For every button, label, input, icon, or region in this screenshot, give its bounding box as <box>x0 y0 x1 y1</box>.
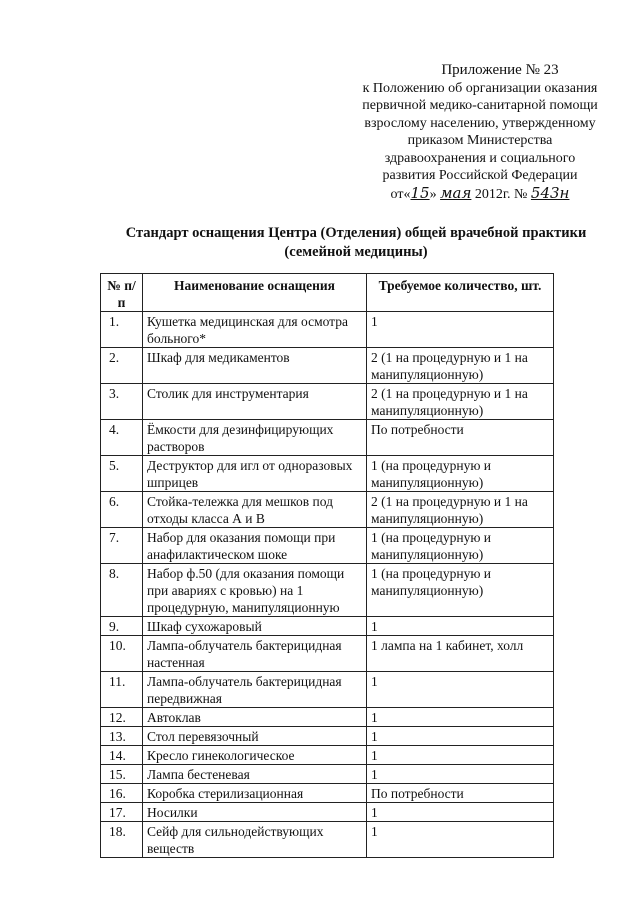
equipment-name: Набор для оказания помощи при анафилактическом шоке <box>143 528 367 564</box>
required-quantity: 1 лампа на 1 кабинет, холл <box>367 636 554 672</box>
row-number: 16. <box>101 784 143 803</box>
header-number: № п/п <box>101 274 143 312</box>
table-row <box>101 348 554 384</box>
required-quantity: 1 <box>367 765 554 784</box>
appendix-line: приказом Министерства <box>407 133 553 148</box>
table-row <box>101 564 554 617</box>
equipment-name: Ёмкости для дезинфицирующих растворов <box>143 420 367 456</box>
row-number: 13. <box>101 727 143 746</box>
equipment-name: Лампа-облучатель бактерицидная настенная <box>143 636 367 672</box>
row-number: 18. <box>101 822 143 858</box>
required-quantity: По потребности <box>367 420 554 456</box>
header-quantity: Требуемое количество, шт. <box>367 274 554 312</box>
row-number: 8. <box>101 564 143 617</box>
equipment-name: Набор ф.50 (для оказания помощи при авариях с кровью) на 1 процедурную, манипуляционную <box>143 564 367 617</box>
equipment-name: Кресло гинекологическое <box>143 746 367 765</box>
table-row <box>101 420 554 456</box>
required-quantity: 1 <box>367 803 554 822</box>
table-row <box>101 312 554 348</box>
appendix-block <box>330 62 630 203</box>
table-row <box>101 765 554 784</box>
row-number: 12. <box>101 708 143 727</box>
row-number: 5. <box>101 456 143 492</box>
table-row <box>101 708 554 727</box>
order-year: 2012г. № <box>474 186 528 202</box>
equipment-name: Шкаф для медикаментов <box>143 348 367 384</box>
table-row <box>101 492 554 528</box>
table-row <box>101 384 554 420</box>
table-row <box>101 746 554 765</box>
row-number: 6. <box>101 492 143 528</box>
table-row <box>101 636 554 672</box>
table-header-row <box>101 274 554 312</box>
required-quantity: 1 <box>367 746 554 765</box>
table-row <box>101 822 554 858</box>
table-row <box>101 456 554 492</box>
order-number: 543н <box>530 183 570 202</box>
required-quantity: 1 (на процедурную и манипуляционную) <box>367 528 554 564</box>
order-day: 15 <box>410 183 430 202</box>
appendix-line: к Положению об организации оказания <box>362 80 598 96</box>
date-mid: » <box>429 186 437 202</box>
required-quantity: 2 (1 на процедурную и 1 на манипуляционную) <box>367 492 554 528</box>
equipment-name: Стол перевязочный <box>143 727 367 746</box>
table-row <box>101 528 554 564</box>
equipment-name: Носилки <box>143 803 367 822</box>
equipment-name: Столик для инструментария <box>143 384 367 420</box>
equipment-name: Лампа-облучатель бактерицидная передвижная <box>143 672 367 708</box>
required-quantity: 1 <box>367 672 554 708</box>
row-number: 15. <box>101 765 143 784</box>
required-quantity: 1 <box>367 617 554 636</box>
appendix-line: взрослому населению, утвержденному <box>364 115 596 131</box>
row-number: 10. <box>101 636 143 672</box>
equipment-name: Коробка стерилизационная <box>143 784 367 803</box>
header-name: Наименование оснащения <box>143 274 367 312</box>
document-title-line-2: (семейной медицины) <box>284 244 428 260</box>
row-number: 11. <box>101 672 143 708</box>
order-month: мая <box>440 183 472 202</box>
document-title <box>96 224 616 262</box>
equipment-name: Кушетка медицинская для осмотра больного* <box>143 312 367 348</box>
required-quantity: 1 <box>367 727 554 746</box>
equipment-name: Автоклав <box>143 708 367 727</box>
row-number: 9. <box>101 617 143 636</box>
appendix-title: Приложение № 23 <box>441 62 559 78</box>
row-number: 14. <box>101 746 143 765</box>
table-row <box>101 617 554 636</box>
row-number: 2. <box>101 348 143 384</box>
appendix-line: первичной медико-санитарной помощи <box>362 98 598 113</box>
equipment-table <box>100 273 554 858</box>
required-quantity: 1 <box>367 708 554 727</box>
required-quantity: 1 <box>367 312 554 348</box>
equipment-name: Шкаф сухожаровый <box>143 617 367 636</box>
required-quantity: 1 (на процедурную и манипуляционную) <box>367 564 554 617</box>
appendix-line: здравоохранения и социального <box>384 150 576 166</box>
equipment-name: Деструктор для игл от одноразовых шприцев <box>143 456 367 492</box>
document-title-line-1: Стандарт оснащения Центра (Отделения) общей врачебной практики <box>125 225 587 241</box>
required-quantity: 1 (на процедурную и манипуляционную) <box>367 456 554 492</box>
row-number: 17. <box>101 803 143 822</box>
required-quantity: 1 <box>367 822 554 858</box>
table-row <box>101 784 554 803</box>
row-number: 3. <box>101 384 143 420</box>
table-row <box>101 672 554 708</box>
required-quantity: 2 (1 на процедурную и 1 на манипуляционную) <box>367 384 554 420</box>
order-date-line <box>330 185 630 204</box>
appendix-line: развития Российской Федерации <box>382 168 578 183</box>
table-body <box>101 312 554 858</box>
row-number: 4. <box>101 420 143 456</box>
equipment-name: Сейф для сильнодействующих веществ <box>143 822 367 858</box>
table-row <box>101 803 554 822</box>
row-number: 7. <box>101 528 143 564</box>
row-number: 1. <box>101 312 143 348</box>
date-prefix: от« <box>390 186 411 202</box>
equipment-name: Лампа бестеневая <box>143 765 367 784</box>
equipment-name: Стойка-тележка для мешков под отходы класса А и В <box>143 492 367 528</box>
required-quantity: 2 (1 на процедурную и 1 на манипуляционную) <box>367 348 554 384</box>
required-quantity: По потребности <box>367 784 554 803</box>
table-row <box>101 727 554 746</box>
